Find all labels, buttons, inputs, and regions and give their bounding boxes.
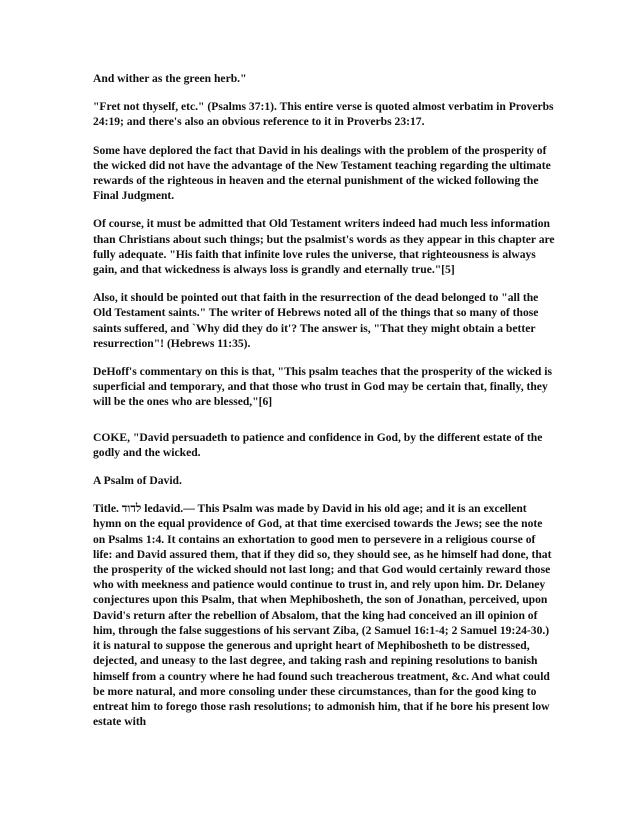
document-page (93, 71, 555, 729)
paragraph-title-ledavid: Title. לדוד ledavid.— This Psalm was made by David in his old age; and it is an excellent hymn on the equal providence of God, at that time exercised towards the Jews; see the note on Psalms 1:4. It contains an exhortation to good men to persevere in a religious course of life: and David assured them, that if they did so, they should see, as he himself had done, that the prosperity of the wicked should not last long; and that God would certainly reward those who with meekness and patience would continue to trust in, and rely upon him. Dr. Delaney conjectures upon this Psalm, that when Mephibosheth, the son of Jonathan, perceived, upon David's return after the rebellion of Absalom, that the king had conceived an ill opinion of him, through the false suggestions of his servant Ziba, (2 Samuel 16:1-4; 2 Samuel 19:24-30.) it is natural to suppose the generous and upright heart of Mephibosheth to be distressed, dejected, and uneasy to the last degree, and taking rash and repining resolutions to banish himself from a country where he had found such treacherous treatment, &c. And what could be more natural, and more consoling under these circumstances, than for the good king to entreat him to forego those rash resolutions; to admonish him, that if he bore his present low estate with (93, 502, 552, 729)
paragraph-psalm-of-david: A Psalm of David. (93, 474, 182, 488)
paragraph-of-course: Of course, it must be admitted that Old Testament writers indeed had much less information than Christians about such things; but the psalmist's words as they appear in this chapter are fully adequate. "His faith that infinite love rules the universe, that righteousness is always gain, and that wickedness is always loss is grandly and eternally true."[5] (93, 217, 555, 277)
paragraph-fret-not: "Fret not thyself, etc." (Psalms 37:1). This entire verse is quoted almost verbatim in Proverbs 24:19; and there's also an obvious reference to it in Proverbs 23:17. (93, 100, 554, 129)
paragraph-dehoff: DeHoff's commentary on this is that, "This psalm teaches that the prosperity of the wicked is superficial and temporary, and that those who trust in God may be certain that, finally, they will be the ones who are blessed,"[6] (93, 365, 553, 409)
paragraph-deplored: Some have deplored the fact that David in his dealings with the problem of the prosperity of the wicked did not have the advantage of the New Testament teaching regarding the ultimate rewards of the righteous in heaven and the eternal punishment of the wicked following the Final Judgment. (93, 143, 551, 203)
paragraph-resurrection: Also, it should be pointed out that faith in the resurrection of the dead belonged to "all the Old Testament saints." The writer of Hebrews noted all of the things that so many of those saints suffered, and `Why did they do it'? The answer is, "That they might obtain a better resurrection"! (Hebrews 11:35). (93, 291, 539, 350)
paragraph-coke: COKE, "David persuadeth to patience and confidence in God, by the different estate of the godly and the wicked. (93, 430, 543, 459)
paragraph-green-herb: And wither as the green herb." (93, 72, 247, 85)
